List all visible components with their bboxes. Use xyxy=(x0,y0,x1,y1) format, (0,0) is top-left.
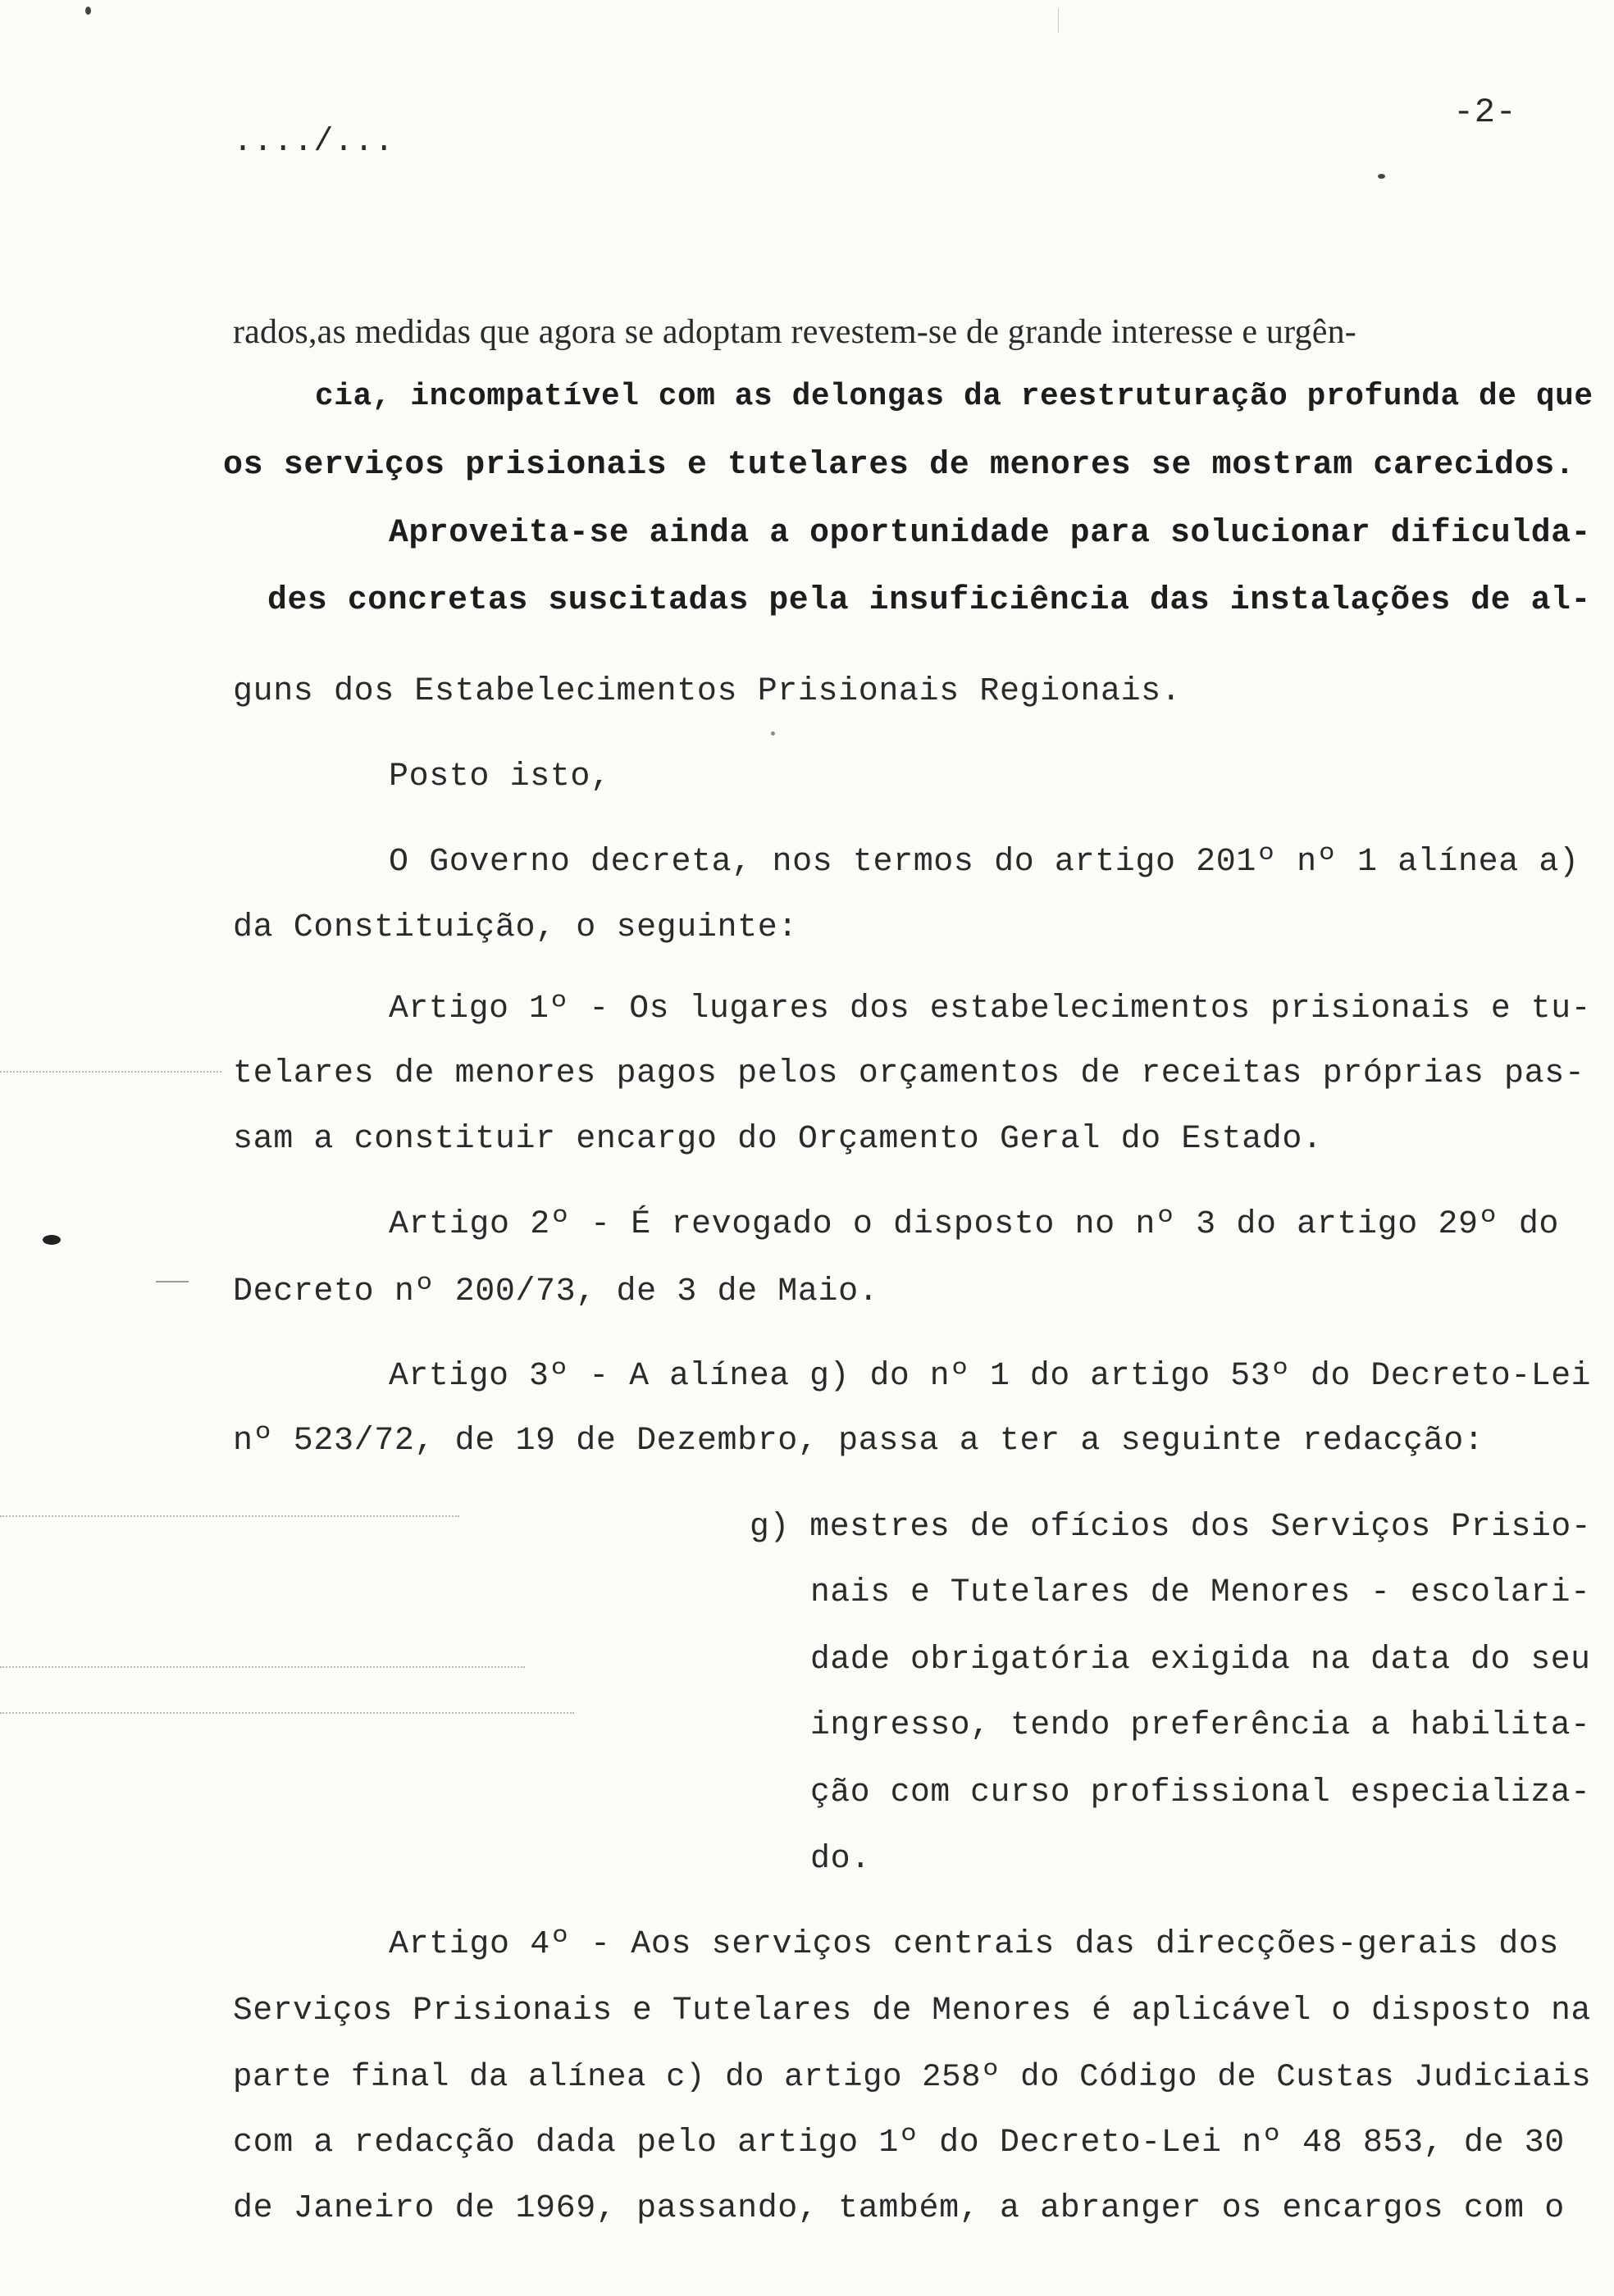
continuation-mark: ..../... xyxy=(233,124,394,161)
page-number: -2- xyxy=(1453,93,1517,132)
artigo-4-line: de Janeiro de 1969, passando, também, a abranger os encargos com o xyxy=(233,2190,1565,2227)
intro-line: guns dos Estabelecimentos Prisionais Regionais. xyxy=(233,673,1182,710)
scan-speck xyxy=(771,731,775,736)
artigo-3-line: nº 523/72, de 19 de Dezembro, passa a ter a seguinte redacção: xyxy=(233,1423,1484,1460)
intro-line: cia, incompatível com as delongas da reestruturação profunda de que xyxy=(315,380,1593,414)
scan-smudge xyxy=(0,1515,459,1517)
scan-smudge xyxy=(156,1281,189,1282)
alinea-g-line: nais e Tutelares de Menores - escolari- xyxy=(810,1574,1591,1610)
alinea-g-line: do. xyxy=(810,1841,871,1878)
intro-line: os serviços prisionais e tutelares de menores se mostram carecidos. xyxy=(223,447,1575,484)
alinea-g-line: g) mestres de ofícios dos Serviços Prisio- xyxy=(750,1508,1592,1545)
scan-speck xyxy=(1378,174,1385,179)
scan-line xyxy=(1058,8,1059,33)
decree-line: O Governo decreta, nos termos do artigo 201º nº 1 alínea a) xyxy=(389,844,1580,881)
artigo-4-line: parte final da alínea c) do artigo 258º do Código de Custas Judiciais xyxy=(233,2059,1592,2095)
artigo-2-line: Artigo 2º - É revogado o disposto no nº 3 do artigo 29º do xyxy=(389,1206,1560,1243)
intro-line: des concretas suscitadas pela insuficiência das instalações de al- xyxy=(267,581,1591,618)
intro-line: rados,as medidas que agora se adoptam revestem-se de grande interesse e urgên- xyxy=(233,313,1356,351)
artigo-2-line: Decreto nº 200/73, de 3 de Maio. xyxy=(233,1273,879,1310)
scan-speck xyxy=(85,7,91,15)
posto-isto: Posto isto, xyxy=(389,758,611,795)
scan-smudge xyxy=(0,1666,525,1668)
artigo-1-line: telares de menores pagos pelos orçamentos de receitas próprias pas- xyxy=(233,1055,1585,1092)
artigo-4-line: Artigo 4º - Aos serviços centrais das direcções-gerais dos xyxy=(389,1926,1560,1963)
scan-smudge xyxy=(0,1071,221,1073)
artigo-4-line: com a redacção dada pelo artigo 1º do Decreto-Lei nº 48 853, de 30 xyxy=(233,2125,1565,2162)
artigo-1-line: sam a constituir encargo do Orçamento Geral do Estado. xyxy=(233,1121,1323,1158)
alinea-g-line: dade obrigatória exigida na data do seu xyxy=(810,1641,1591,1678)
scan-speck xyxy=(43,1235,61,1245)
artigo-3-line: Artigo 3º - A alínea g) do nº 1 do artigo 53º do Decreto-Lei xyxy=(389,1357,1592,1394)
intro-line: Aproveita-se ainda a oportunidade para solucionar dificulda- xyxy=(389,514,1592,551)
artigo-4-line: Serviços Prisionais e Tutelares de Menores é aplicável o disposto na xyxy=(233,1992,1591,2029)
alinea-g-line: ção com curso profissional especializa- xyxy=(810,1774,1591,1811)
artigo-1-line: Artigo 1º - Os lugares dos estabelecimentos prisionais e tu- xyxy=(389,990,1592,1027)
scan-smudge xyxy=(0,1712,574,1714)
decree-line: da Constituição, o seguinte: xyxy=(233,909,798,946)
alinea-g-line: ingresso, tendo preferência a habilita- xyxy=(810,1706,1591,1743)
